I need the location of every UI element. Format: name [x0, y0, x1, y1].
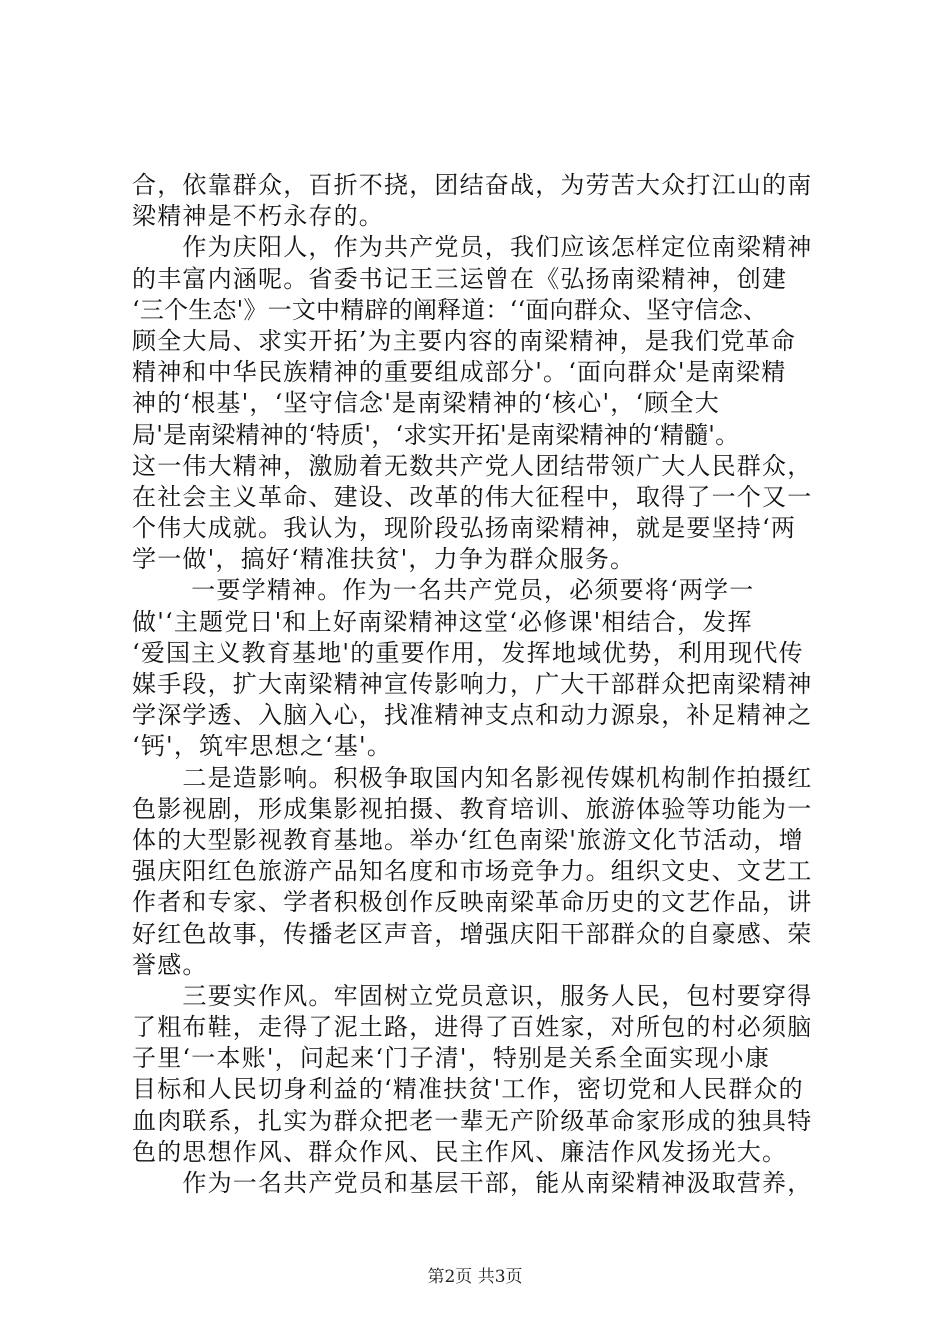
text-line: 好红色故事，传播老区声音，增强庆阳干部群众的自豪感、荣 — [132, 919, 813, 948]
text-line: 一要学精神。作为一名共产党员，必须要将‘两学一 — [132, 576, 755, 605]
text-line: 在社会主义革命、建设、改革的伟大征程中，取得了一个又一 — [132, 482, 813, 511]
text-line: 了粗布鞋，走得了泥土路，进得了百姓家，对所包的村必须脑 — [132, 1013, 813, 1042]
text-line: 色的思想作风、群众作风、民主作风、廉洁作风发扬光大。 — [132, 1137, 788, 1166]
text-line: 合，依靠群众，百折不挠，团结奋战，为劳苦大众打江山的南 — [132, 171, 813, 199]
text-line: 强庆阳红色旅游产品知名度和市场竞争力。组织文史、文艺工 — [132, 857, 813, 886]
text-line: ‘三个生态'》一文中精辟的阐释道：‘‘面向群众、坚守信念、 — [132, 295, 768, 324]
text-line: 二是造影响。积极争取国内知名影视传媒机构制作拍摄红 — [132, 763, 813, 792]
text-line: 目标和人民切身利益的‘精准扶贫'工作，密切党和人民群众的 — [132, 1075, 804, 1104]
text-line: 誉感。 — [132, 950, 208, 979]
text-line: 作为一名共产党员和基层干部，能从南梁精神汲取营养， — [132, 1169, 813, 1197]
text-line: 精神和中华民族精神的重要组成部分'。‘面向群众'是南梁精 — [132, 358, 787, 387]
text-line: 三要实作风。牢固树立党员意识，服务人民，包村要穿得 — [132, 981, 813, 1010]
text-line: ‘钙'，筑牢思想之‘基'。 — [132, 732, 393, 761]
text-line: 学一做'，搞好‘精准扶贫'，力争为群众服务。 — [132, 545, 636, 574]
text-line: 的丰富内涵呢。省委书记王三运曾在《弘扬南梁精神，创建 — [132, 264, 788, 293]
body-text — [132, 170, 828, 1199]
text-line: 这一伟大精神，激励着无数共产党人团结带领广大人民群众， — [132, 451, 813, 480]
text-line: 作为庆阳人，作为共产党员，我们应该怎样定位南梁精神 — [132, 233, 813, 262]
page-footer: 第2页 共3页 — [427, 1267, 523, 1287]
text-line: 子里‘一本账'，问起来‘门子清'，特别是关系全面实现小康 — [132, 1044, 771, 1073]
text-line: 体的大型影视教育基地。举办‘红色南梁'旅游文化节活动，增 — [132, 825, 804, 854]
text-line: 局'是南梁精神的‘特质'，‘求实开拓'是南梁精神的‘精髓'。 — [132, 420, 740, 449]
text-line: 顾全大局、求实开拓’为主要内容的南梁精神，是我们党革命 — [132, 326, 797, 355]
text-line: 做'‘主题党日'和上好南梁精神这堂‘必修课'相结合，发挥 — [132, 607, 753, 636]
text-line: 梁精神是不朽永存的。 — [132, 202, 384, 231]
text-line: 色影视剧，形成集影视拍摄、教育培训、旅游体验等功能为一 — [132, 794, 813, 823]
text-line: ‘爱国主义教育基地'的重要作用，发挥地域优势，利用现代传 — [132, 638, 804, 667]
text-line: 神的‘根基'，‘坚守信念'是南梁精神的‘核心'，‘顾全大 — [132, 389, 720, 418]
text-line: 媒手段，扩大南梁精神宣传影响力，广大干部群众把南梁精神 — [132, 670, 813, 698]
text-line: 作者和专家、学者积极创作反映南梁革命历史的文艺作品，讲 — [132, 888, 813, 917]
text-line: 个伟大成就。我认为，现阶段弘扬南梁精神，就是要坚持‘两 — [132, 514, 797, 543]
text-line: 血肉联系，扎实为群众把老一辈无产阶级革命家形成的独具特 — [132, 1106, 813, 1135]
text-line: 学深学透、入脑入心，找准精神支点和动力源泉，补足精神之 — [132, 701, 813, 730]
